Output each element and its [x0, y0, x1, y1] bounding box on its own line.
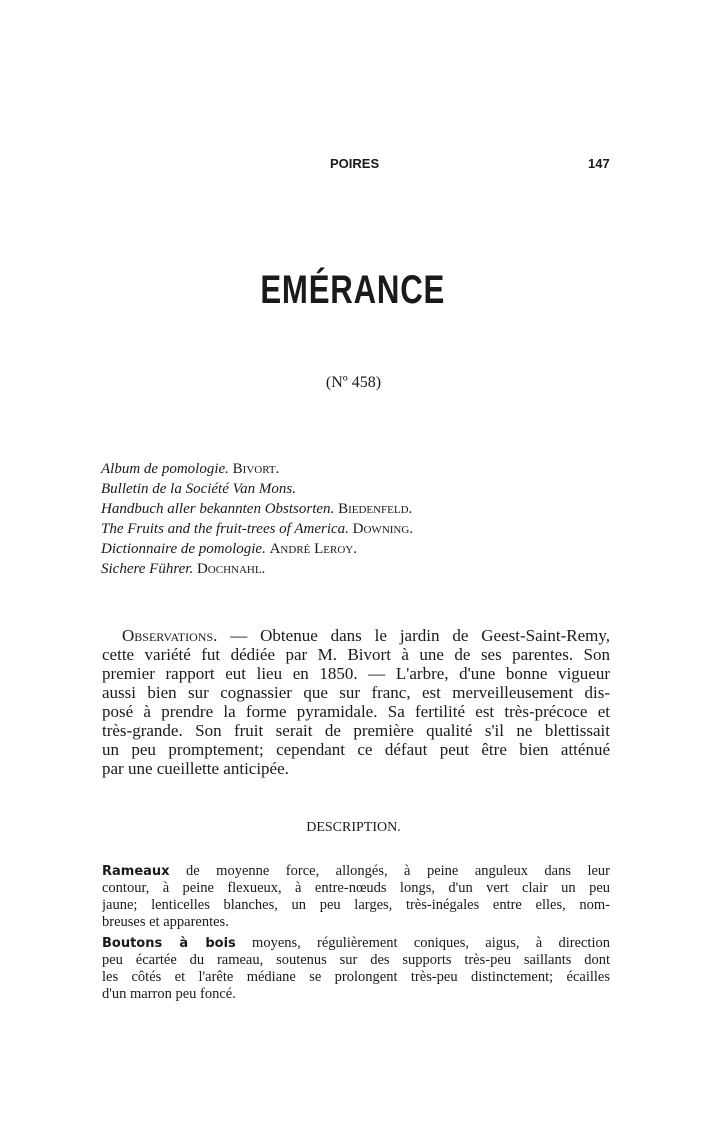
text-line: [102, 863, 610, 880]
text-line: breuses et apparentes.: [102, 914, 229, 930]
text-line: aussi bien sur cognassier que sur franc, est merveilleusement dis-: [102, 683, 610, 702]
text-line: un peu promptement; cependant ce défaut peut être bien atténué: [102, 740, 610, 759]
text-line: contour, à peine flexueux, à entre-nœuds longs, d'un vert clair un peu: [102, 880, 610, 896]
reference-work: Handbuch aller bekannten Obstsorten.: [101, 501, 335, 517]
line-text: de moyenne force, allongés, à peine anguleux dans leur: [186, 863, 610, 879]
reference-item: [101, 479, 296, 499]
text-line: d'un marron peu foncé.: [102, 986, 236, 1002]
reference-author: André Leroy.: [269, 541, 357, 557]
page-title: EMÉRANCE: [260, 268, 446, 312]
line-text: moyens, régulièrement coniques, aigus, à direction: [252, 935, 610, 951]
page-number: 147: [588, 156, 610, 171]
reference-item: [101, 519, 413, 539]
reference-author: Downing.: [352, 521, 414, 537]
reference-item: [101, 559, 265, 579]
reference-work: The Fruits and the fruit-trees of America.: [101, 521, 349, 537]
reference-item: [101, 499, 412, 519]
text-line: cette variété fut dédiée par M. Bivort à une de ses parentes. Son: [102, 645, 610, 664]
text-line: par une cueillette anticipée.: [102, 759, 289, 778]
rameaux-label: Rameaux: [102, 864, 170, 879]
running-title: POIRES: [330, 156, 380, 171]
reference-item: [101, 459, 279, 479]
text-line: jaune; lenticelles blanches, un peu larges, très-inégales entre elles, nom-: [102, 897, 610, 913]
boutons-label: Boutons à bois: [102, 936, 236, 951]
text-line: très-grande. Son fruit serait de première qualité s'il ne blettissait: [102, 721, 610, 740]
text-line: peu écartée du rameau, soutenus sur des supports très-peu saillants dont: [102, 952, 610, 968]
reference-author: Bivort.: [232, 461, 280, 477]
variety-number: (Nº 458): [325, 374, 382, 391]
observations-label: Observations.: [122, 626, 218, 645]
text-line: premier rapport eut lieu en 1850. — L'arbre, d'une bonne vigueur: [102, 664, 610, 683]
reference-work: Album de pomologie.: [101, 461, 229, 477]
reference-work: Dictionnaire de pomologie.: [101, 541, 266, 557]
reference-item: [101, 539, 357, 559]
line-text: — Obtenue dans le jardin de Geest-Saint-Remy,: [230, 626, 610, 645]
text-line: posé à prendre la forme pyramidale. Sa fertilité est très-précoce et: [102, 702, 610, 721]
section-heading: DESCRIPTION.: [306, 820, 401, 835]
reference-author: Biedenfeld.: [338, 501, 413, 517]
reference-work: Bulletin de la Société Van Mons.: [101, 481, 296, 497]
text-line: [102, 935, 610, 952]
text-line: les côtés et l'arête médiane se prolongent très-peu distinctement; écailles: [102, 969, 610, 985]
reference-work: Sichere Führer.: [101, 561, 194, 577]
text-line: [122, 626, 610, 645]
reference-author: Dochnahl.: [196, 561, 266, 577]
